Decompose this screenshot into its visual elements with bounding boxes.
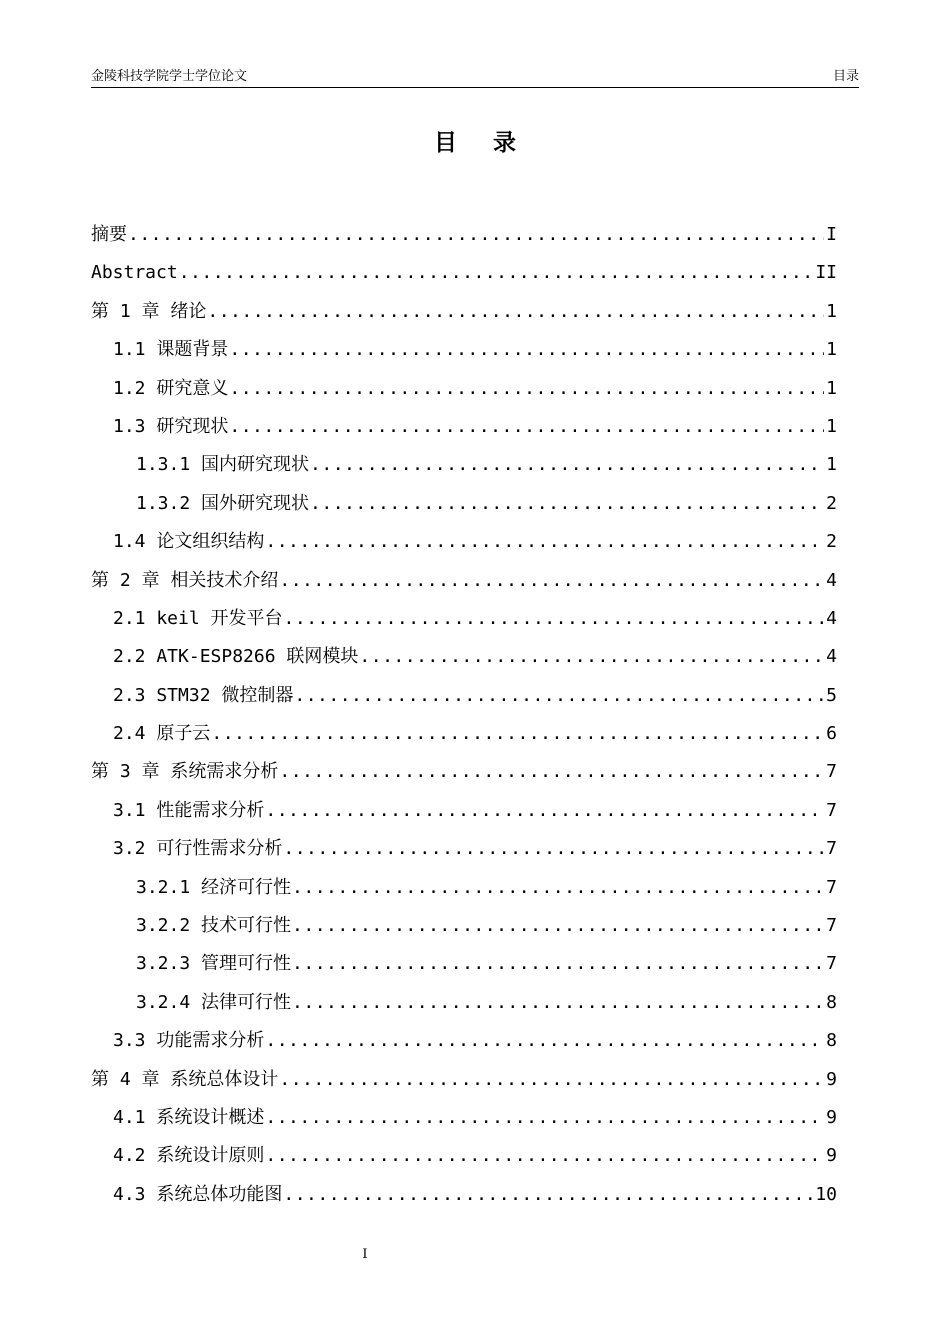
toc-entry-title: 3.2 可行性需求分析: [113, 838, 283, 860]
toc-entry-title: 3.2.2 技术可行性: [136, 915, 292, 937]
toc-entry-title: 1.3.2 国外研究现状: [136, 492, 310, 514]
toc-entry-page: 7: [826, 876, 837, 898]
toc-entry[interactable]: [91, 293, 837, 331]
toc-entry-title: 2.3 STM32 微控制器: [113, 684, 294, 706]
toc-entry[interactable]: [91, 254, 837, 292]
header-thesis-title: 金陵科技学院学士学位论文: [91, 69, 248, 84]
toc-dot-leader: [264, 1022, 824, 1060]
toc-entry-title: 摘要: [91, 224, 127, 245]
toc-dot-leader: [309, 485, 824, 523]
toc-entry-title: 第 2 章 相关技术介绍: [91, 569, 279, 591]
page-header: [91, 66, 859, 88]
toc-entry[interactable]: [91, 1022, 837, 1060]
toc-entry[interactable]: [91, 753, 837, 791]
toc-dot-leader: [282, 1176, 813, 1214]
toc-entry[interactable]: [91, 715, 837, 753]
toc-entry-title: Abstract: [91, 262, 178, 284]
toc-dot-leader: [291, 869, 824, 907]
toc-entry-page: 9: [826, 1068, 837, 1090]
toc-entry-page: 6: [826, 723, 837, 745]
toc-entry-page: 4: [826, 646, 837, 668]
toc-entry-page: 1: [826, 415, 837, 437]
toc-entry-title: 4.2 系统设计原则: [113, 1145, 265, 1167]
toc-entry-page: 2: [826, 492, 837, 514]
toc-dot-leader: [228, 408, 824, 446]
page-number: I: [362, 1247, 368, 1262]
toc-entry[interactable]: [91, 830, 837, 868]
toc-entry[interactable]: [91, 446, 837, 484]
toc-entry-page: 7: [826, 761, 837, 783]
toc-entry[interactable]: [91, 331, 837, 369]
toc-entry-title: 第 1 章 绪论: [91, 300, 207, 322]
toc-entry-title: 4.3 系统总体功能图: [113, 1183, 283, 1205]
toc-entry-page: 1: [826, 339, 837, 361]
toc-entry-page: 7: [826, 799, 837, 821]
toc-entry-title: 第 3 章 系统需求分析: [91, 761, 279, 783]
toc-entry[interactable]: [91, 1099, 837, 1137]
toc-entry-page: 1: [826, 454, 837, 476]
toc-entry-title: 3.2.3 管理可行性: [136, 953, 292, 975]
toc-entry[interactable]: [91, 1176, 837, 1214]
toc-dot-leader: [278, 753, 824, 791]
toc-entry[interactable]: [91, 1061, 837, 1099]
toc-dot-leader: [291, 984, 824, 1022]
toc-entry-page: 1: [826, 300, 837, 322]
toc-dot-leader: [264, 1137, 824, 1175]
toc-entry[interactable]: [91, 485, 837, 523]
toc-entry[interactable]: [91, 869, 837, 907]
toc-dot-leader: [178, 254, 814, 292]
toc-dot-leader: [309, 446, 824, 484]
toc-entry[interactable]: [91, 1137, 837, 1175]
toc-entry-page: 4: [826, 607, 837, 629]
toc-entry[interactable]: [91, 370, 837, 408]
toc-entry-page: 9: [826, 1106, 837, 1128]
toc-dot-leader: [278, 1061, 824, 1099]
toc-entry[interactable]: [91, 907, 837, 945]
toc-entry-page: 4: [826, 569, 837, 591]
toc-entry-page: 7: [826, 953, 837, 975]
toc-dot-leader: [291, 907, 824, 945]
toc-dot-leader: [264, 792, 824, 830]
toc-dot-leader: [264, 523, 824, 561]
toc-dot-leader: [127, 216, 824, 254]
toc-entry[interactable]: [91, 945, 837, 983]
toc-entry-page: 10: [815, 1183, 837, 1205]
toc-entry-page: 1: [826, 377, 837, 399]
toc-entry-page: 5: [826, 684, 837, 706]
toc-dot-leader: [206, 293, 824, 331]
toc-entry[interactable]: [91, 562, 837, 600]
toc-entry-title: 2.4 原子云: [113, 723, 211, 745]
toc-dot-leader: [278, 562, 824, 600]
toc-dot-leader: [264, 1099, 824, 1137]
toc-entry-page: II: [815, 262, 837, 284]
toc-dot-leader: [358, 638, 824, 676]
toc-entry-page: 7: [826, 915, 837, 937]
toc-entry-title: 4.1 系统设计概述: [113, 1106, 265, 1128]
toc-entry[interactable]: [91, 984, 837, 1022]
toc-dot-leader: [228, 370, 824, 408]
toc-entry-title: 第 4 章 系统总体设计: [91, 1068, 279, 1090]
toc-entry-title: 2.2 ATK-ESP8266 联网模块: [113, 646, 359, 668]
toc-entry-title: 1.2 研究意义: [113, 377, 229, 399]
toc-dot-leader: [293, 677, 824, 715]
page-title: 目 录: [433, 130, 530, 156]
toc-entry[interactable]: [91, 792, 837, 830]
toc-dot-leader: [291, 945, 824, 983]
toc-entry-title: 3.3 功能需求分析: [113, 1030, 265, 1052]
toc-entry-page: 9: [826, 1145, 837, 1167]
toc-entry-title: 1.4 论文组织结构: [113, 531, 265, 553]
toc-entry-title: 1.3 研究现状: [113, 415, 229, 437]
toc-entry-title: 1.3.1 国内研究现状: [136, 454, 310, 476]
toc-dot-leader: [282, 830, 824, 868]
toc-entry-page: 8: [826, 991, 837, 1013]
toc-entry[interactable]: [91, 677, 837, 715]
toc-entry-title: 2.1 keil 开发平台: [113, 607, 283, 629]
toc-entry-title: 1.1 课题背景: [113, 339, 229, 361]
toc-entry[interactable]: [91, 600, 837, 638]
toc-entry-title: 3.2.1 经济可行性: [136, 876, 292, 898]
toc-entry-page: 7: [826, 838, 837, 860]
toc-entry-page: I: [826, 224, 837, 245]
header-section-name: 目录: [832, 69, 859, 84]
toc-entry[interactable]: [91, 216, 837, 254]
toc-entry-page: 8: [826, 1030, 837, 1052]
toc-dot-leader: [210, 715, 824, 753]
table-of-contents: [91, 216, 837, 1214]
toc-entry[interactable]: [91, 638, 837, 676]
toc-dot-leader: [228, 331, 824, 369]
toc-dot-leader: [283, 600, 825, 638]
toc-entry[interactable]: [91, 523, 837, 561]
toc-entry[interactable]: [91, 408, 837, 446]
toc-entry-title: 3.1 性能需求分析: [113, 799, 265, 821]
toc-entry-page: 2: [826, 531, 837, 553]
toc-entry-title: 3.2.4 法律可行性: [136, 991, 292, 1013]
